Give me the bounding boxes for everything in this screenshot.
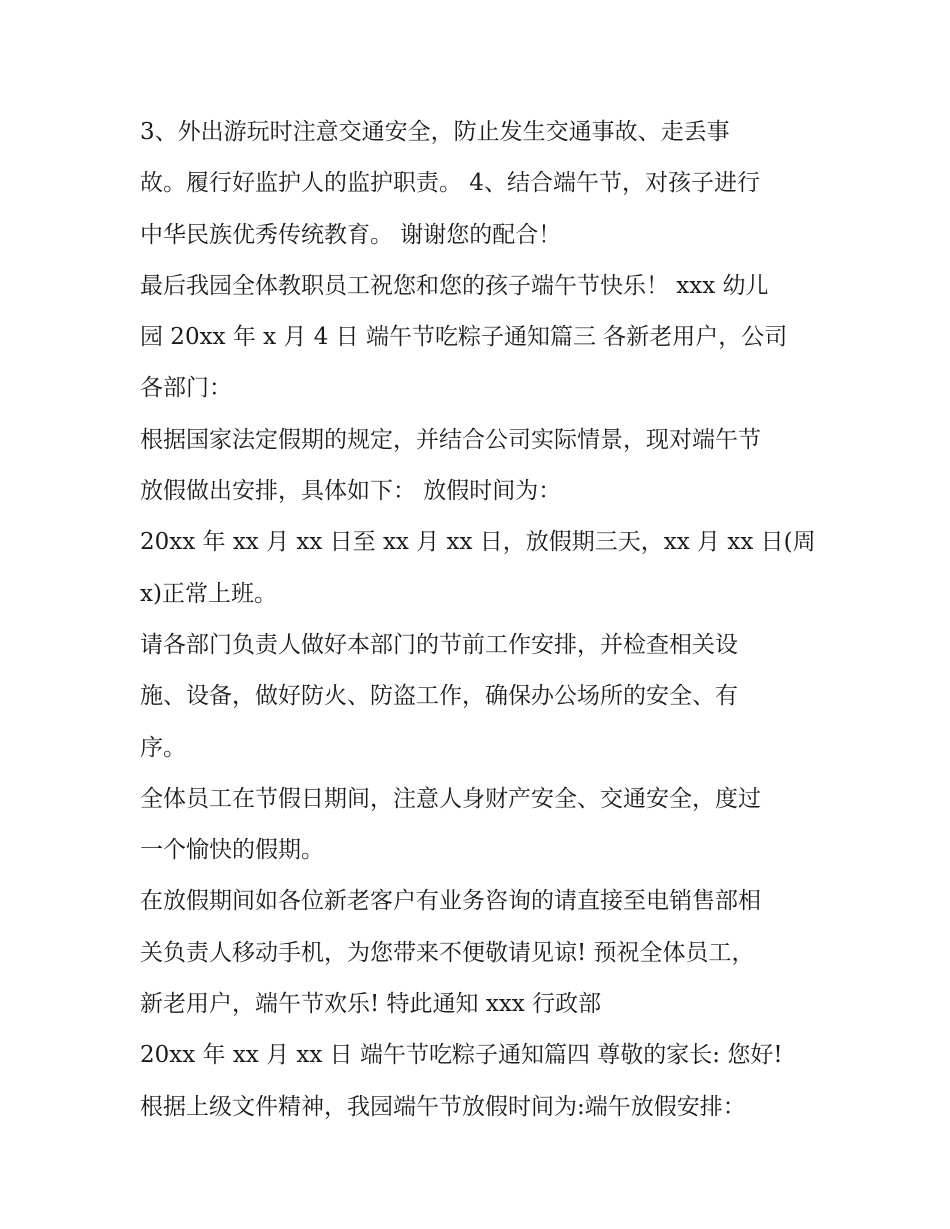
text-line: 园 20xx 年 x 月 4 日 端午节吃粽子通知篇三 各新老用户，公司 <box>140 324 788 351</box>
text-line: 中华民族优秀传统教育。 谢谢您的配合！ <box>140 221 562 248</box>
text-line: 根据国家法定假期的规定，并结合公司实际情景，现对端午节 <box>140 426 761 453</box>
paragraph-holiday-dates <box>140 517 820 620</box>
text-line: x)正常上班。 <box>140 580 277 607</box>
text-line: 序。 <box>140 734 186 761</box>
text-line: 在放假期间如各位新老客户有业务咨询的请直接至电销售部相 <box>140 888 761 915</box>
text-line: 请各部门负责人做好本部门的节前工作安排，并检查相关设 <box>140 631 738 658</box>
paragraph-closing-greeting <box>140 261 820 415</box>
paragraph-customer-notice <box>140 876 820 1030</box>
text-line: 根据上级文件精神，我园端午节放假时间为:端午放假安排： <box>140 1093 746 1120</box>
paragraph-kindergarten-schedule <box>140 1082 820 1133</box>
paragraph-department-duties <box>140 620 820 774</box>
text-line: 故。履行好监护人的监护职责。 4、结合端午节，对孩子进行 <box>140 170 760 197</box>
text-line: 最后我园全体教职员工祝您和您的孩子端午节快乐！ xxx 幼儿 <box>140 272 769 299</box>
text-line: 各部门： <box>140 375 232 402</box>
text-line: 放假做出安排，具体如下： 放假时间为： <box>140 478 562 505</box>
text-line: 施、设备，做好防火、防盗工作，确保办公场所的安全、有 <box>140 683 738 710</box>
paragraph-staff-safety <box>140 774 820 877</box>
text-line: 一个愉快的假期。 <box>140 837 324 864</box>
text-line: 新老用户，端午节欢乐! 特此通知 xxx 行政部 <box>140 991 602 1018</box>
text-line: 关负责人移动手机，为您带来不便敬请见谅! 预祝全体员工， <box>140 939 755 966</box>
text-line: 20xx 年 xx 月 xx 日 端午节吃粽子通知篇四 尊敬的家长: 您好! <box>140 1042 783 1069</box>
text-line: 3、外出游玩时注意交通安全，防止发生交通事故、走丢事 <box>140 119 730 145</box>
text-line: 全体员工在节假日期间，注意人身财产安全、交通安全，度过 <box>140 785 761 812</box>
document-body <box>140 107 820 1133</box>
paragraph-notice-four-header <box>140 1030 820 1081</box>
paragraph-holiday-rule <box>140 415 820 518</box>
paragraph-safety-tips <box>140 107 820 261</box>
text-line: 20xx 年 xx 月 xx 日至 xx 月 xx 日，放假期三天，xx 月 xx 日(周 <box>140 529 816 556</box>
